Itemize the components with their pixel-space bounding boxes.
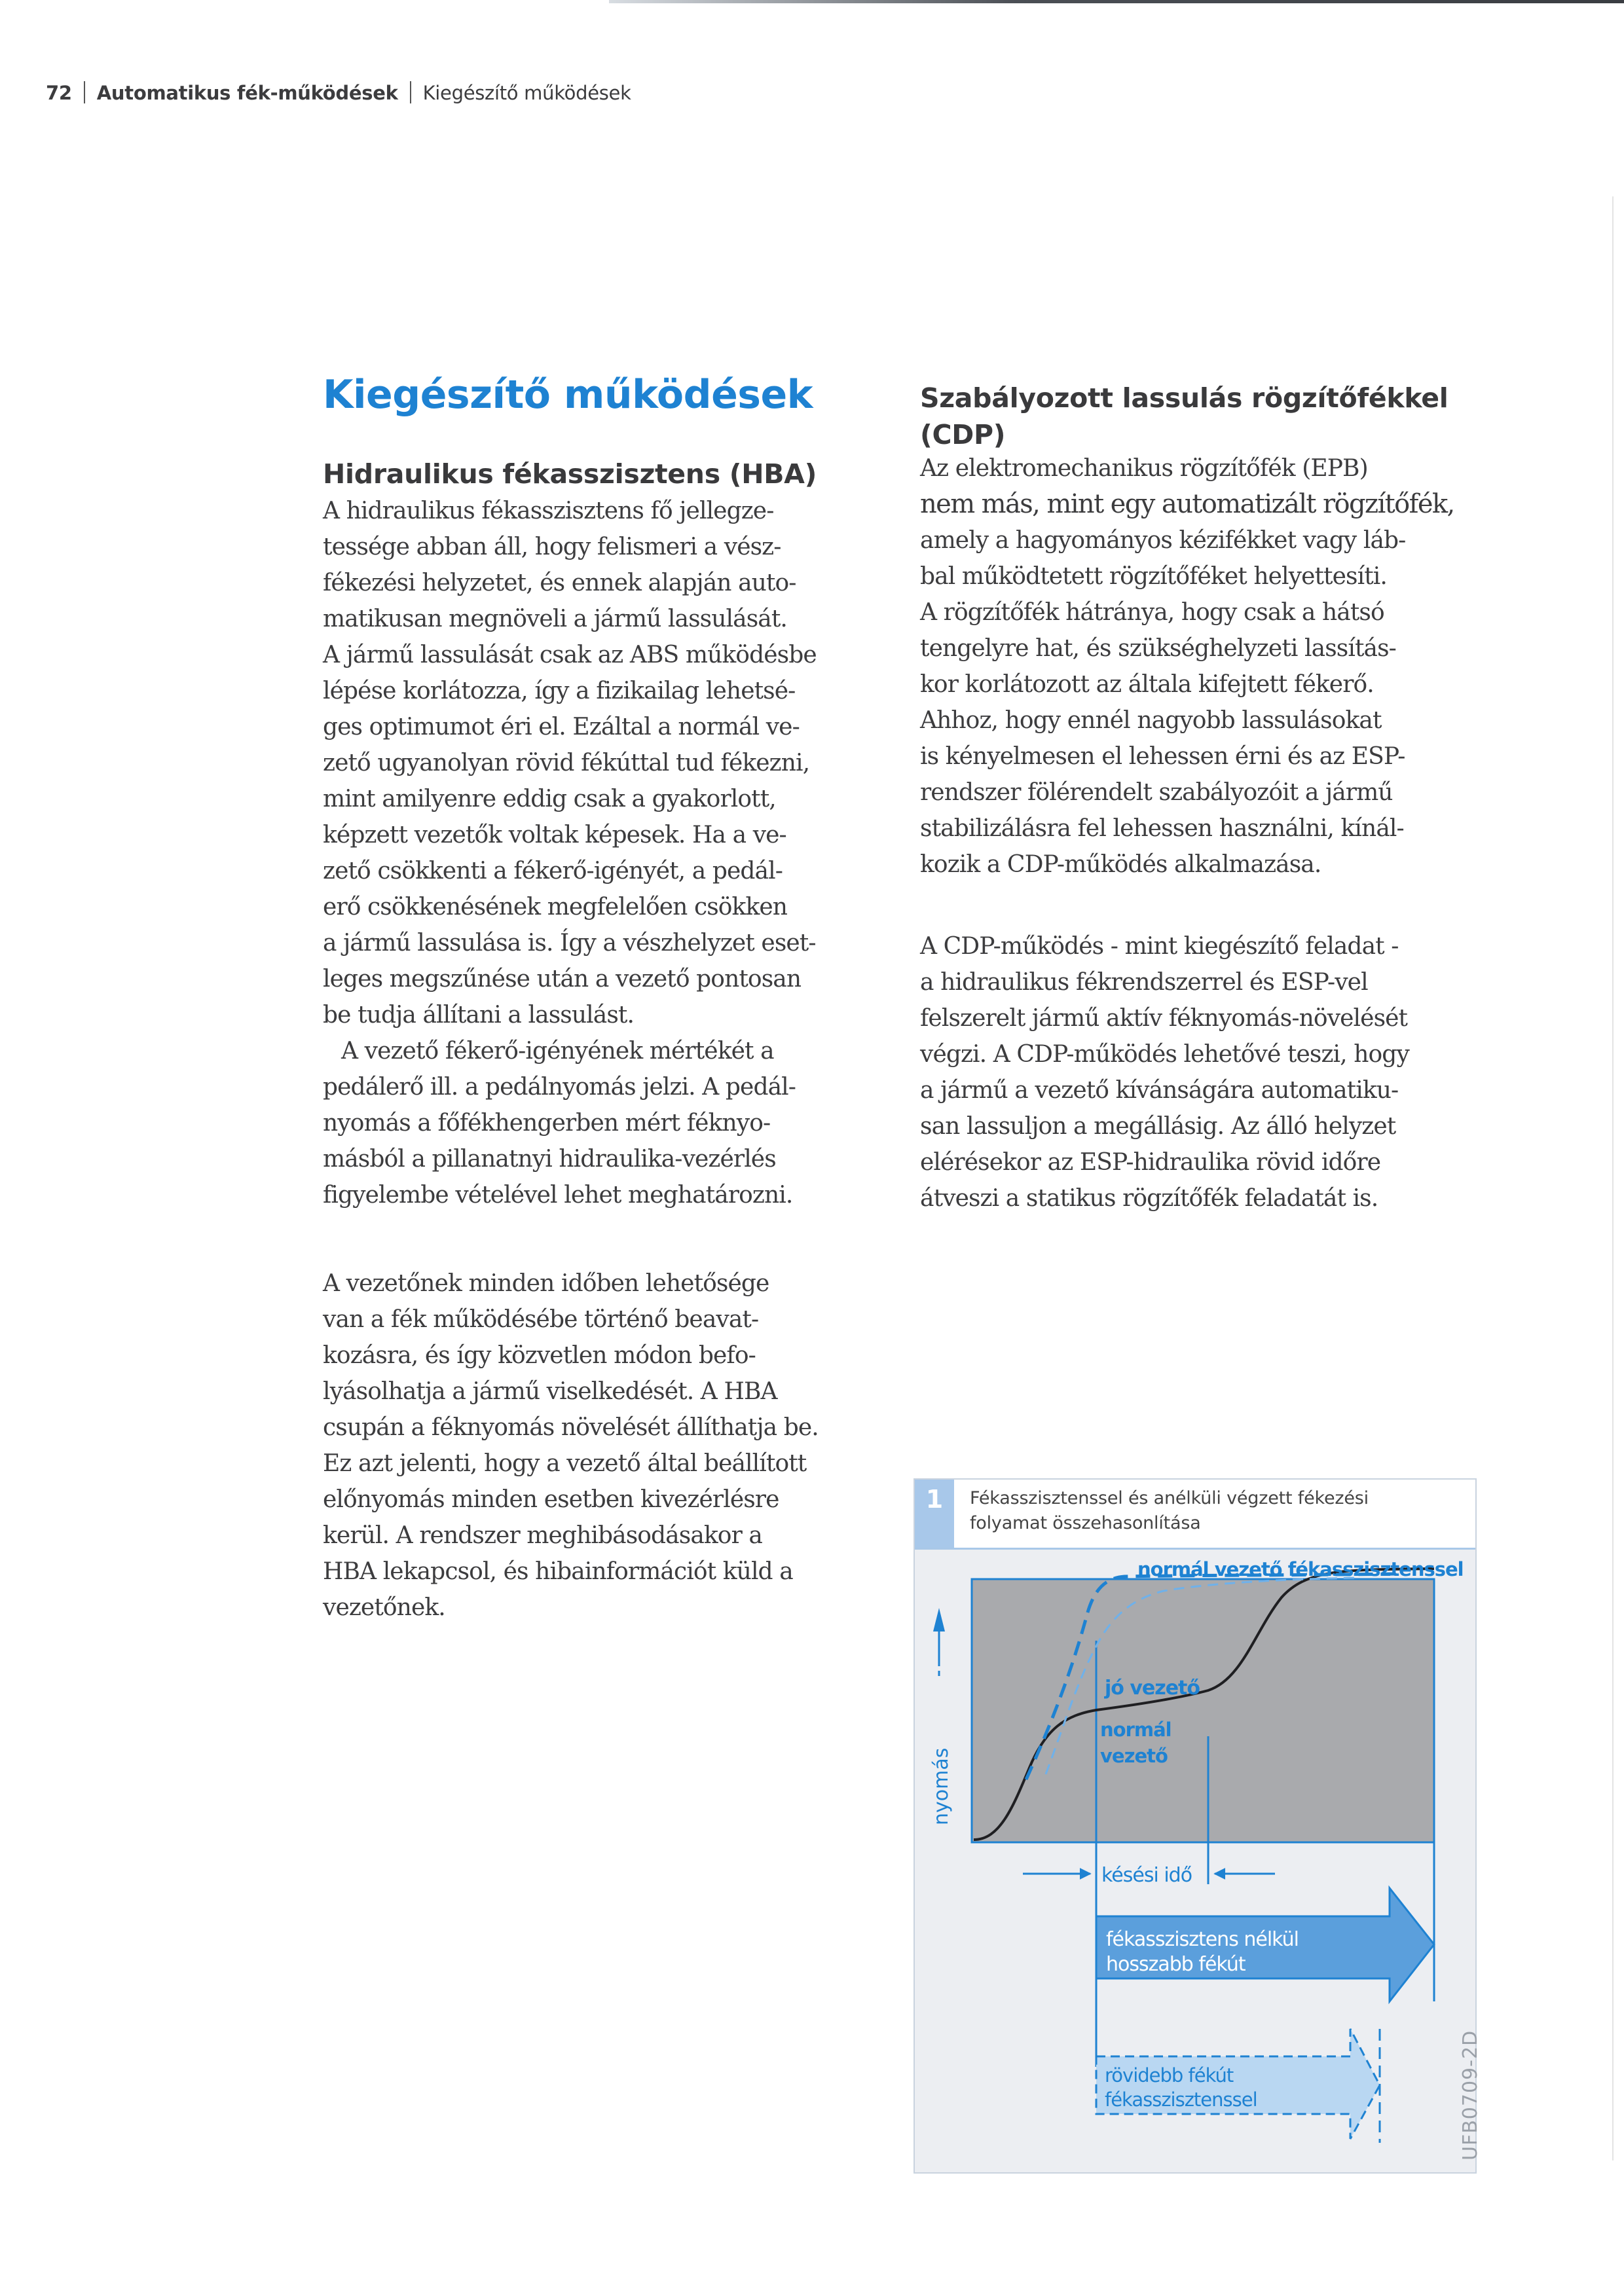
text-line: figyelembe vételével lehet meghatározni. xyxy=(323,1182,793,1209)
text-line: mint amilyenre eddig csak a gyakorlott, xyxy=(323,786,776,812)
text-line: A rögzítőfék hátránya, hogy csak a hátsó xyxy=(920,599,1384,626)
heading-line: Szabályozott lassulás rögzítőfékkel xyxy=(920,382,1449,414)
paragraph-hba-3 xyxy=(323,1266,899,1626)
text-line: nyomás a főfékhengerben mért féknyo- xyxy=(323,1110,771,1137)
figure-braking-comparison xyxy=(913,1478,1477,2174)
text-line: san lassuljon a megállásig. Az álló helyzet xyxy=(920,1113,1396,1140)
heading-hba: Hidraulikus fékasszisztens (HBA) xyxy=(323,458,817,490)
plot-area xyxy=(972,1579,1434,1842)
text-line: fékezési helyzetet, és ennek alapján auto- xyxy=(323,570,796,596)
scan-edge-line xyxy=(1612,196,1614,2160)
text-line: kozik a CDP-működés alkalmazása. xyxy=(920,851,1321,878)
text-line: felszerelt jármű aktív féknyomás-növelését xyxy=(920,1005,1408,1032)
text-line: be tudja állítani a lassulást. xyxy=(323,1002,635,1029)
caption-line: folyamat összehasonlítása xyxy=(970,1513,1201,1533)
separator xyxy=(84,81,85,103)
label-long-1: fékasszisztens nélkül xyxy=(1106,1928,1299,1951)
braking-chart xyxy=(915,1480,1478,2175)
label-long-2: hosszabb fékút xyxy=(1106,1953,1246,1976)
text-line: képzett vezetők voltak képesek. Ha a ve- xyxy=(323,822,786,848)
section-title: Kiegészítő működések xyxy=(422,82,631,104)
text-line: bal működtetett rögzítőféket helyettesíti. xyxy=(920,563,1387,590)
label-delay: késési idő xyxy=(1101,1864,1192,1887)
text-line: lyásolhatja a jármű viselkedését. A HBA xyxy=(323,1378,777,1405)
text-line: másból a pillanatnyi hidraulika-vezérlés xyxy=(323,1146,776,1173)
text-line: a jármű lassulása is. Így a vészhelyzet eset- xyxy=(323,930,816,957)
text-line: A vezető fékerő-igényének mértékét a xyxy=(341,1038,774,1065)
text-line: van a fék működésébe történő beavat- xyxy=(323,1306,759,1333)
text-line: matikusan megnöveli a jármű lassulását. xyxy=(323,606,787,632)
text-line: tengelyre hat, és szükséghelyzeti lassítás- xyxy=(920,635,1396,662)
text-line: vezetőnek. xyxy=(323,1594,445,1621)
text-line: amely a hagyományos kézifékket vagy láb- xyxy=(920,527,1406,554)
heading-line: (CDP) xyxy=(920,419,1006,450)
text-line: átveszi a statikus rögzítőfék feladatát is. xyxy=(920,1185,1378,1212)
text-line: kozásra, és így közvetlen módon befo- xyxy=(323,1342,756,1369)
text-line: erő csökkenésének megfelelően csökken xyxy=(323,894,788,920)
chapter-title: Automatikus fék-működések xyxy=(96,82,398,104)
paragraph-cdp-1 xyxy=(920,450,1496,883)
text-line: a jármű a vezető kívánságára automatiku- xyxy=(920,1077,1399,1104)
text-line: Ahhoz, hogy ennél nagyobb lassulásokat xyxy=(920,707,1382,734)
page-title: Kiegészítő működések xyxy=(323,372,813,418)
separator xyxy=(410,81,411,103)
text-line: is kényelmesen el lehessen érni és az ESP- xyxy=(920,743,1405,770)
text-line: HBA lekapcsol, és hibainformációt küld a xyxy=(323,1558,793,1585)
heading-cdp xyxy=(920,380,1449,453)
label-good-driver: jó vezető xyxy=(1105,1677,1200,1700)
text-line: zető ugyanolyan rövid fékúttal tud fékezni, xyxy=(323,750,810,776)
text-line: kor korlátozott az általa kifejtett fékerő. xyxy=(920,671,1374,698)
text-line: rendszer fölérendelt szabályozóit a jármű xyxy=(920,779,1393,806)
text-line: A hidraulikus fékasszisztens fő jellegze- xyxy=(323,498,774,524)
text-line: A jármű lassulását csak az ABS működésbe xyxy=(323,642,817,668)
text-line: a hidraulikus fékrendszerrel és ESP-vel xyxy=(920,969,1368,996)
text-line: leges megszűnése után a vezető pontosan xyxy=(323,966,802,993)
running-head xyxy=(46,81,631,104)
label-short-1: rövidebb fékút xyxy=(1105,2064,1234,2086)
text-line: csupán a féknyomás növelését állíthatja be. xyxy=(323,1414,819,1441)
text-line: nem más, mint egy automatizált rögzítőfék, xyxy=(920,489,1454,519)
text-line: stabilizálásra fel lehessen használni, kínál- xyxy=(920,815,1404,842)
label-normal-driver-1: normál xyxy=(1100,1719,1172,1741)
page-number: 72 xyxy=(46,82,72,104)
text-line: zető csökkenti a fékerő-igényét, a pedál- xyxy=(323,858,783,884)
text-line: kerül. A rendszer meghibásodásakor a xyxy=(323,1522,762,1549)
figure-id: UFB0709-2D xyxy=(1459,2030,1482,2160)
text-line: A CDP-működés - mint kiegészítő feladat - xyxy=(920,933,1399,960)
text-line: ges optimumot éri el. Ezáltal a normál ve- xyxy=(323,714,800,740)
text-line: tessége abban áll, hogy felismeri a vész- xyxy=(323,534,781,560)
scan-edge-bar xyxy=(609,0,1624,3)
text-line: végzi. A CDP-működés lehetővé teszi, hogy xyxy=(920,1041,1409,1068)
text-line: elérésekor az ESP-hidraulika rövid időre xyxy=(920,1149,1381,1176)
text-line: Ez azt jelenti, hogy a vezető által beállított xyxy=(323,1450,807,1477)
label-assisted: normál vezető fékasszisztenssel xyxy=(1137,1558,1464,1580)
paragraph-cdp-2 xyxy=(920,928,1496,1216)
text-line: A vezetőnek minden időben lehetősége xyxy=(323,1270,769,1297)
text-line: pedálerő ill. a pedálnyomás jelzi. A pedál- xyxy=(323,1074,796,1101)
label-short-2: fékasszisztenssel xyxy=(1105,2088,1257,2111)
paragraph-hba-1 xyxy=(323,493,899,1213)
figure-number: 1 xyxy=(915,1480,954,1548)
text-line: lépése korlátozza, így a fizikailag lehetsé- xyxy=(323,678,796,704)
caption-line: Fékasszisztenssel és anélküli végzett fékezési xyxy=(970,1488,1369,1508)
text-line: előnyomás minden esetben kivezérlésre xyxy=(323,1486,779,1513)
y-axis-label: nyomás xyxy=(930,1747,953,1825)
label-normal-driver-2: vezető xyxy=(1100,1745,1168,1767)
text-line: Az elektromechanikus rögzítőfék (EPB) xyxy=(920,455,1368,482)
